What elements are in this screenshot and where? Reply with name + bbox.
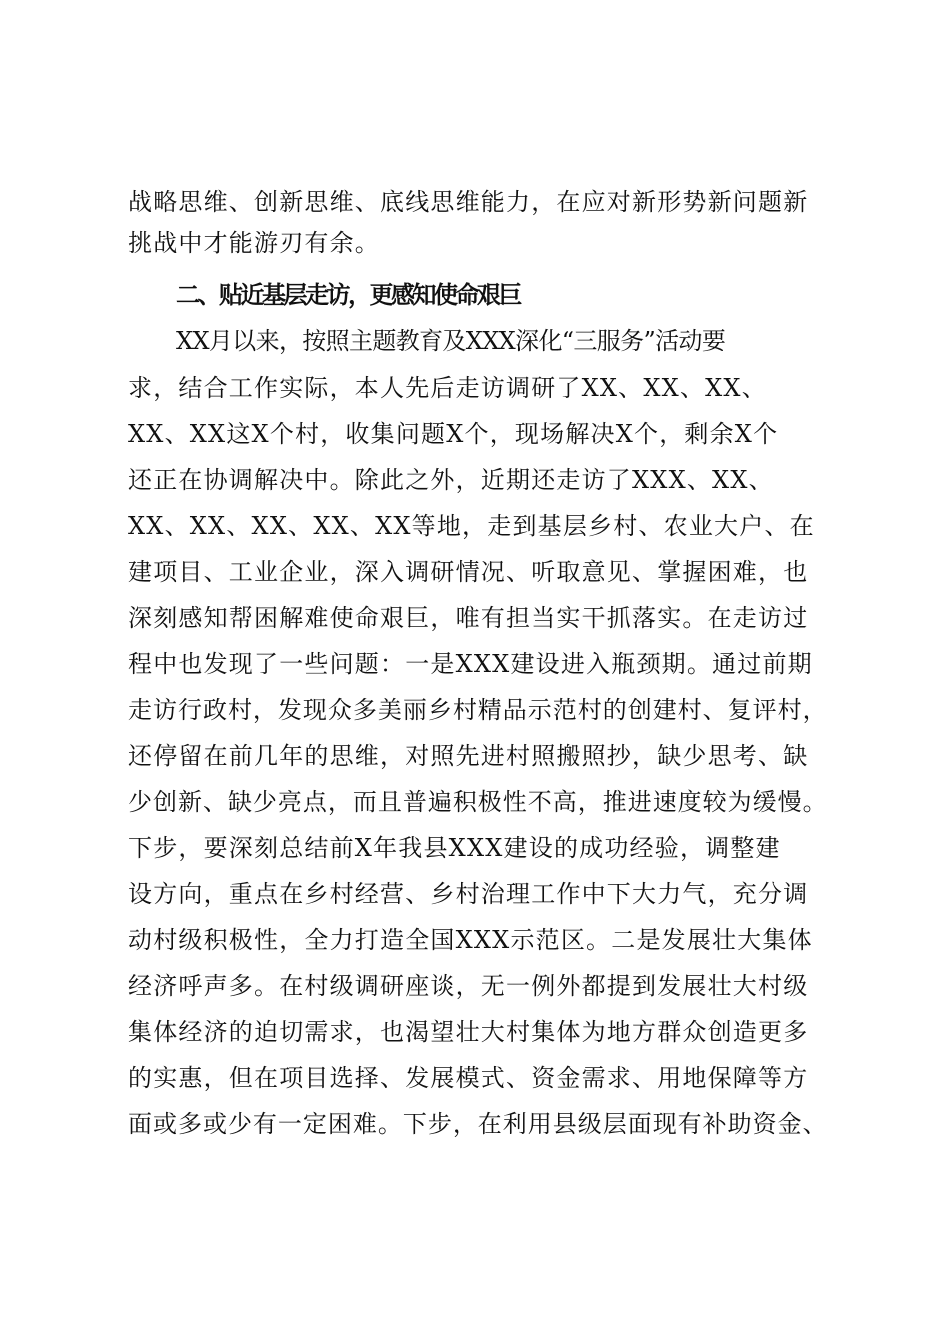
text-line: XX、XX、XX、XX、XX等地，走到基层乡村、农业大户、在 bbox=[128, 512, 815, 540]
text-line: 深刻感知帮困解难使命艰巨，唯有担当实干抓落实。在走访过 bbox=[128, 604, 809, 632]
text-line: 的实惠，但在项目选择、发展模式、资金需求、用地保障等方 bbox=[128, 1064, 809, 1092]
text-line: 还正在协调解决中。除此之外，近期还走访了XXX、XX、 bbox=[128, 466, 774, 494]
text-line: 经济呼声多。在村级调研座谈，无一例外都提到发展壮大村级 bbox=[128, 972, 809, 1000]
text-line: 面或多或少有一定困难。下步，在利用县级层面现有补助资金、 bbox=[128, 1110, 828, 1138]
text-line: 设方向，重点在乡村经营、乡村治理工作中下大力气，充分调 bbox=[128, 880, 809, 908]
text-line: 战略思维、创新思维、底线思维能力，在应对新形势新问题新 bbox=[128, 188, 809, 216]
text-line: 程中也发现了一些问题：一是XXX建设进入瓶颈期。通过前期 bbox=[128, 650, 813, 678]
text-line: 少创新、缺少亮点，而且普遍积极性不高，推进速度较为缓慢。 bbox=[128, 788, 828, 816]
text-line: 建项目、工业企业，深入调研情况、听取意见、掌握困难，也 bbox=[128, 558, 809, 586]
text-line: 下步，要深刻总结前X年我县XXX建设的成功经验，调整建 bbox=[128, 834, 781, 862]
text-line: 挑战中才能游刃有余。 bbox=[128, 229, 380, 257]
text-line: XX、XX这X个村，收集问题X个，现场解决X个，剩余X个 bbox=[128, 420, 779, 448]
text-line: 动村级积极性，全力打造全国XXX示范区。二是发展壮大集体 bbox=[128, 926, 813, 954]
text-line: 还停留在前几年的思维，对照先进村照搬照抄，缺少思考、缺 bbox=[128, 742, 809, 770]
text-line: 集体经济的迫切需求，也渴望壮大村集体为地方群众创造更多 bbox=[128, 1018, 809, 1046]
section-heading: 二、贴近基层走访，更感知使命艰巨 bbox=[176, 281, 520, 309]
text-line: 走访行政村，发现众多美丽乡村精品示范村的创建村、复评村， bbox=[128, 696, 828, 724]
text-line: 求，结合工作实际，本人先后走访调研了XX、XX、XX、 bbox=[128, 374, 767, 402]
text-line: XX月以来，按照主题教育及XXX深化“三服务”活动要 bbox=[176, 327, 726, 355]
